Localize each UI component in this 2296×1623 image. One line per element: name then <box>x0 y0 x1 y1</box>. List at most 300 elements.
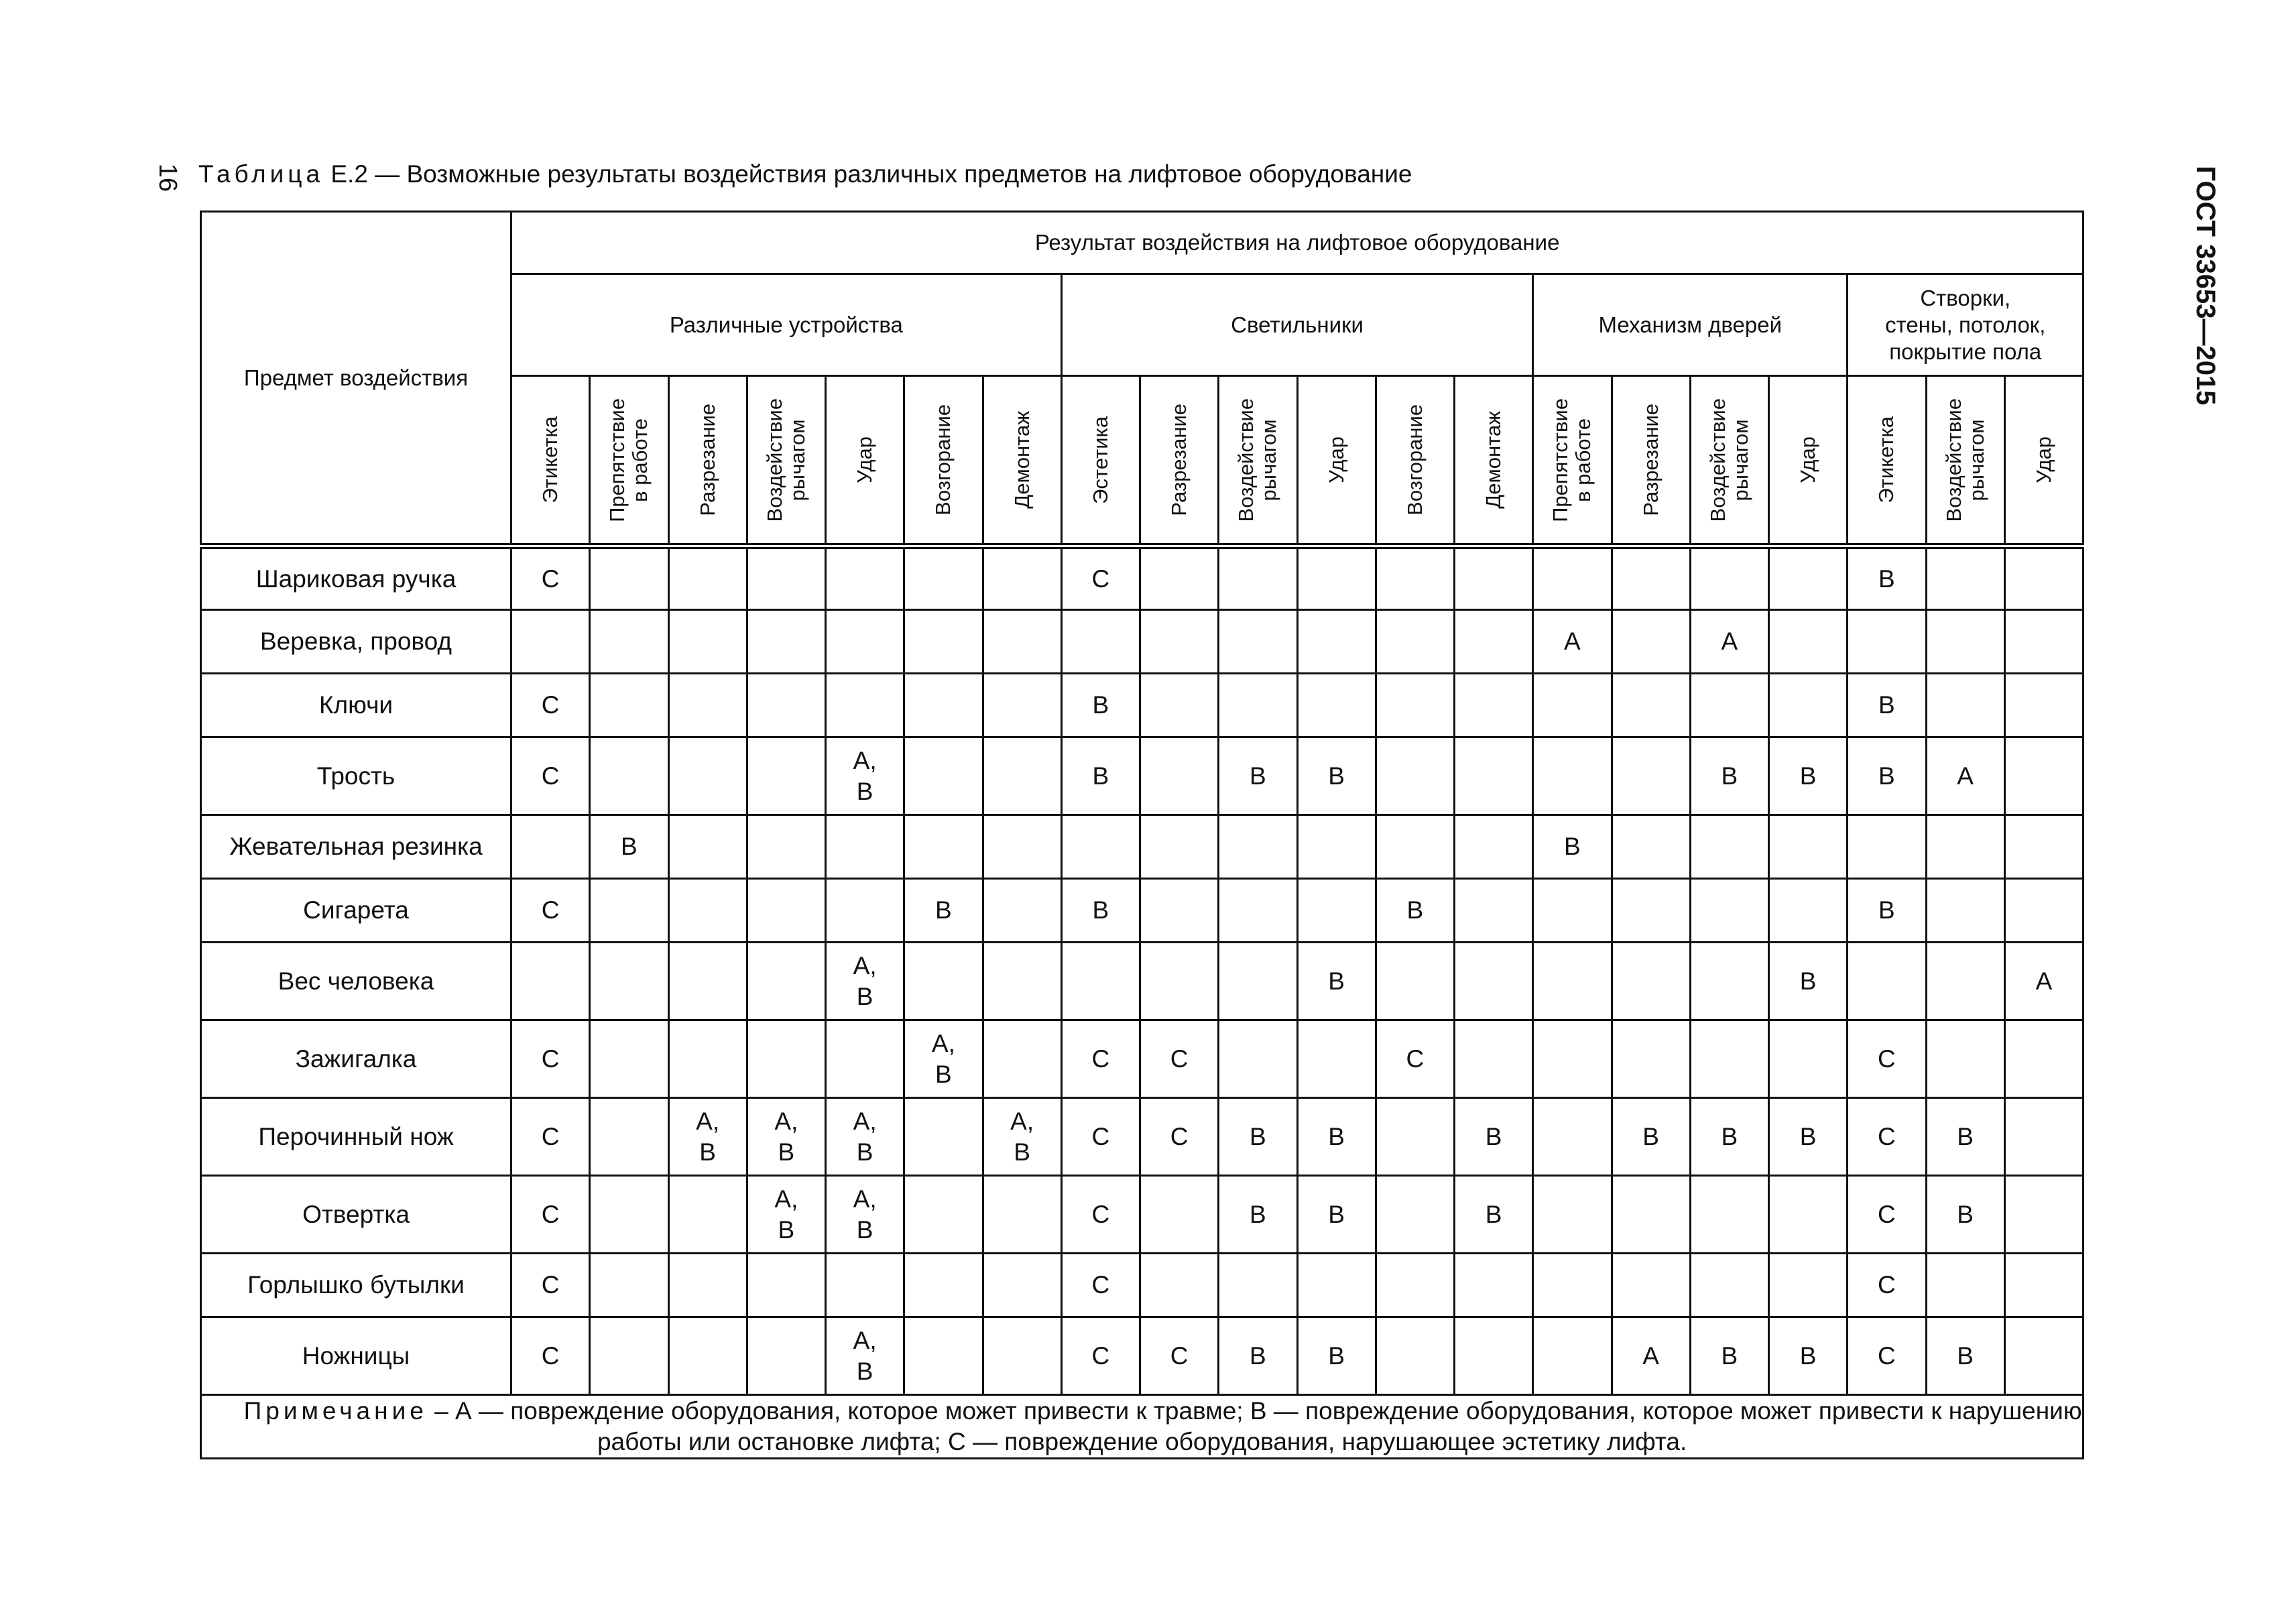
result-cell <box>1533 1254 1612 1317</box>
result-cell <box>1140 1020 1219 1098</box>
column-header <box>1455 376 1533 546</box>
result-cell <box>1376 879 1454 943</box>
result-cell <box>747 546 825 610</box>
note-row <box>201 1395 2083 1459</box>
result-cell <box>1926 879 2004 943</box>
caption-text: Е.2 — Возможные результаты воздействия различных предметов на лифтовое оборудование <box>330 160 1412 188</box>
result-cell <box>1769 737 1848 815</box>
result-cell <box>1061 1254 1140 1317</box>
result-cell <box>826 879 904 943</box>
result-value: В <box>1957 1200 1974 1228</box>
result-value: В <box>1878 564 1895 593</box>
result-cell <box>590 674 668 737</box>
result-cell <box>1376 737 1454 815</box>
result-cell <box>1061 1176 1140 1254</box>
column-header-label: Удар <box>1796 436 1820 483</box>
result-value: С <box>1091 1122 1110 1150</box>
result-cell <box>826 1020 904 1098</box>
result-cell <box>2004 1317 2083 1395</box>
result-cell <box>511 1020 590 1098</box>
result-cell <box>1376 674 1454 737</box>
result-cell <box>1612 1098 1690 1176</box>
column-header-label: Препятствие в работе <box>1549 398 1595 522</box>
column-header <box>1061 376 1140 546</box>
result-cell <box>1219 1098 1297 1176</box>
result-cell <box>1219 943 1297 1020</box>
table-row <box>201 1098 2083 1176</box>
result-cell <box>1140 1098 1219 1176</box>
result-cell <box>1848 1254 1926 1317</box>
result-cell <box>1219 610 1297 674</box>
results-table <box>200 211 2084 1459</box>
result-cell <box>1690 943 1768 1020</box>
result-cell <box>983 546 1061 610</box>
result-cell <box>1769 1254 1848 1317</box>
result-value: С <box>1878 1044 1896 1073</box>
result-cell <box>590 546 668 610</box>
result-cell <box>1140 737 1219 815</box>
result-cell <box>668 943 747 1020</box>
column-header-label: Воздействие рычагом <box>1705 398 1752 522</box>
item-name: Ключи <box>201 674 511 737</box>
result-value: С <box>1878 1122 1896 1150</box>
result-cell <box>1455 737 1533 815</box>
column-header <box>983 376 1061 546</box>
column-header-label: Эстетика <box>1088 416 1112 504</box>
column-header-label: Разрезание <box>1638 404 1663 516</box>
result-cell <box>747 1020 825 1098</box>
result-cell <box>1219 1254 1297 1317</box>
result-cell <box>983 943 1061 1020</box>
column-header <box>1690 376 1768 546</box>
group-header: Различные устройства <box>511 274 1062 376</box>
result-cell <box>1219 674 1297 737</box>
result-value: А, В <box>774 1185 798 1244</box>
result-cell <box>590 1098 668 1176</box>
result-cell <box>590 1317 668 1395</box>
result-cell <box>1376 610 1454 674</box>
column-header-label: Демонтаж <box>1010 411 1034 509</box>
column-header-label: Возгорание <box>931 404 955 516</box>
result-cell <box>1533 1176 1612 1254</box>
column-header <box>1926 376 2004 546</box>
result-cell <box>1297 815 1376 879</box>
table-row <box>201 546 2083 610</box>
group-header: Светильники <box>1061 274 1533 376</box>
table-row <box>201 1317 2083 1395</box>
result-cell <box>2004 1020 2083 1098</box>
column-header <box>1140 376 1219 546</box>
item-name: Зажигалка <box>201 1020 511 1098</box>
column-header <box>2004 376 2083 546</box>
result-value: В <box>1799 967 1817 995</box>
result-cell <box>904 815 983 879</box>
result-cell <box>511 674 590 737</box>
result-cell <box>1455 1176 1533 1254</box>
column-header <box>747 376 825 546</box>
item-name: Ножницы <box>201 1317 511 1395</box>
result-value: В <box>1878 896 1895 924</box>
result-value: А, В <box>774 1107 798 1166</box>
result-cell <box>1848 1020 1926 1098</box>
result-cell <box>1455 1020 1533 1098</box>
result-cell <box>1926 737 2004 815</box>
group-header: Створки, стены, потолок, покрытие пола <box>1848 274 2083 376</box>
result-value: А <box>1957 762 1974 790</box>
table-note <box>201 1395 2083 1459</box>
result-cell <box>1848 1098 1926 1176</box>
result-cell <box>1848 879 1926 943</box>
result-cell <box>1061 879 1140 943</box>
result-header: Результат воздействия на лифтовое оборудование <box>511 212 2083 274</box>
result-value: С <box>541 762 560 790</box>
result-cell <box>590 1020 668 1098</box>
column-header-label: Этикетка <box>1874 416 1898 503</box>
column-header-label: Разрезание <box>695 404 719 516</box>
result-cell <box>1219 1176 1297 1254</box>
result-value: В <box>1957 1341 1974 1370</box>
result-value: В <box>1092 691 1109 719</box>
result-value: А <box>1642 1341 1659 1370</box>
result-cell <box>983 815 1061 879</box>
result-cell <box>1533 1020 1612 1098</box>
result-cell <box>826 1317 904 1395</box>
result-cell <box>590 1176 668 1254</box>
result-cell <box>1848 1176 1926 1254</box>
column-header <box>1612 376 1690 546</box>
result-cell <box>511 610 590 674</box>
result-value: С <box>1170 1044 1189 1073</box>
result-cell <box>983 1098 1061 1176</box>
result-cell <box>1612 1176 1690 1254</box>
result-cell <box>590 879 668 943</box>
result-value: С <box>541 1122 560 1150</box>
result-value: В <box>1485 1200 1502 1228</box>
result-cell <box>1061 1098 1140 1176</box>
result-value: С <box>1091 1200 1110 1228</box>
table-row <box>201 1254 2083 1317</box>
result-cell <box>1769 674 1848 737</box>
result-cell <box>511 879 590 943</box>
result-cell <box>1061 1317 1140 1395</box>
result-value: С <box>1406 1044 1425 1073</box>
result-cell <box>747 674 825 737</box>
result-cell <box>1690 546 1768 610</box>
result-cell <box>904 737 983 815</box>
result-cell <box>1769 1020 1848 1098</box>
result-cell <box>1848 737 1926 815</box>
result-cell <box>1376 1020 1454 1098</box>
column-header-label: Разрезание <box>1167 404 1191 516</box>
result-cell <box>668 737 747 815</box>
column-header <box>511 376 590 546</box>
result-cell <box>590 943 668 1020</box>
table-body <box>201 546 2083 1459</box>
result-cell <box>904 1317 983 1395</box>
result-cell <box>1612 674 1690 737</box>
column-header-label: Этикетка <box>538 416 562 503</box>
result-cell <box>1848 815 1926 879</box>
result-cell <box>1219 1020 1297 1098</box>
column-header-label: Удар <box>853 436 877 483</box>
result-cell <box>590 610 668 674</box>
result-cell <box>668 1020 747 1098</box>
result-cell <box>747 879 825 943</box>
result-value: С <box>541 896 560 924</box>
result-cell <box>747 1254 825 1317</box>
result-cell <box>1140 1254 1219 1317</box>
result-cell <box>1926 1098 2004 1176</box>
result-cell <box>1219 1317 1297 1395</box>
result-cell <box>1533 610 1612 674</box>
result-cell <box>1848 610 1926 674</box>
result-cell <box>904 1176 983 1254</box>
result-cell <box>2004 674 2083 737</box>
result-cell <box>1140 546 1219 610</box>
table-row <box>201 1176 2083 1254</box>
result-cell <box>1140 879 1219 943</box>
result-cell <box>904 610 983 674</box>
result-value: А <box>1564 627 1581 655</box>
result-cell <box>1455 1098 1533 1176</box>
result-cell <box>1690 1317 1768 1395</box>
result-cell <box>1926 943 2004 1020</box>
result-cell <box>747 737 825 815</box>
column-header <box>904 376 983 546</box>
result-cell <box>826 1254 904 1317</box>
result-value: В <box>1642 1122 1659 1150</box>
result-cell <box>1533 815 1612 879</box>
page-number: 16 <box>154 163 182 192</box>
result-value: С <box>1091 1044 1110 1073</box>
result-cell <box>1533 1098 1612 1176</box>
result-value: А, В <box>696 1107 720 1166</box>
result-cell <box>1455 674 1533 737</box>
result-cell <box>1690 879 1768 943</box>
item-name: Вес человека <box>201 943 511 1020</box>
result-cell <box>1376 943 1454 1020</box>
result-cell <box>1769 879 1848 943</box>
result-value: А, В <box>931 1029 955 1088</box>
result-cell <box>1769 610 1848 674</box>
result-cell <box>1848 674 1926 737</box>
column-header <box>826 376 904 546</box>
item-name: Шариковая ручка <box>201 546 511 610</box>
result-cell <box>983 610 1061 674</box>
result-cell <box>668 546 747 610</box>
result-cell <box>1140 815 1219 879</box>
result-cell <box>904 546 983 610</box>
result-cell <box>1297 546 1376 610</box>
result-cell <box>747 1176 825 1254</box>
result-cell <box>983 879 1061 943</box>
result-value: А, В <box>853 1326 877 1385</box>
result-value: В <box>1250 1341 1266 1370</box>
result-cell <box>826 674 904 737</box>
result-cell <box>983 674 1061 737</box>
result-value: В <box>1092 896 1109 924</box>
column-header-label: Возгорание <box>1402 404 1427 516</box>
result-value: В <box>1878 762 1895 790</box>
result-cell <box>511 1317 590 1395</box>
result-cell <box>826 737 904 815</box>
table-row <box>201 815 2083 879</box>
result-cell <box>511 1176 590 1254</box>
result-value: В <box>1328 967 1345 995</box>
result-cell <box>1061 943 1140 1020</box>
column-header-label: Воздействие рычагом <box>762 398 809 522</box>
result-value: С <box>1091 1341 1110 1370</box>
result-cell <box>1769 943 1848 1020</box>
result-cell <box>904 943 983 1020</box>
result-value: В <box>935 896 952 924</box>
column-header <box>1219 376 1297 546</box>
result-cell <box>668 1317 747 1395</box>
result-cell <box>1533 1317 1612 1395</box>
result-value: В <box>1799 1341 1817 1370</box>
result-cell <box>2004 1176 2083 1254</box>
result-cell <box>668 815 747 879</box>
header-row-result <box>201 212 2083 274</box>
result-cell <box>983 1176 1061 1254</box>
result-value: В <box>621 833 638 860</box>
result-cell <box>1376 546 1454 610</box>
result-value: В <box>1328 1341 1345 1370</box>
result-cell <box>1926 1317 2004 1395</box>
column-header <box>1533 376 1612 546</box>
result-value: С <box>541 1044 560 1073</box>
result-cell <box>1219 879 1297 943</box>
result-value: С <box>541 1341 560 1370</box>
result-value: С <box>1170 1122 1189 1150</box>
result-value: В <box>1564 833 1581 860</box>
result-cell <box>826 610 904 674</box>
result-cell <box>1455 879 1533 943</box>
result-value: А, В <box>853 951 877 1010</box>
table-row <box>201 674 2083 737</box>
result-value: В <box>1092 762 1109 790</box>
result-value: С <box>1091 1271 1110 1299</box>
result-cell <box>2004 610 2083 674</box>
result-cell <box>826 943 904 1020</box>
result-cell <box>1612 1020 1690 1098</box>
result-cell <box>1612 943 1690 1020</box>
result-cell <box>1769 546 1848 610</box>
result-cell <box>1455 1317 1533 1395</box>
result-cell <box>1612 610 1690 674</box>
result-cell <box>1376 1098 1454 1176</box>
result-value: В <box>1878 691 1895 719</box>
result-cell <box>2004 546 2083 610</box>
result-value: А <box>1721 627 1738 655</box>
result-cell <box>590 737 668 815</box>
result-cell <box>1690 1098 1768 1176</box>
result-cell <box>1297 1176 1376 1254</box>
document-code: ГОСТ 33653—2015 <box>2191 166 2220 406</box>
result-cell <box>1376 1254 1454 1317</box>
item-name: Перочинный нож <box>201 1098 511 1176</box>
result-cell <box>747 815 825 879</box>
result-cell <box>1533 546 1612 610</box>
result-cell <box>1533 879 1612 943</box>
result-cell <box>1376 1317 1454 1395</box>
result-value: С <box>541 564 560 593</box>
result-value: А, В <box>853 1185 877 1244</box>
result-cell <box>1219 815 1297 879</box>
result-cell <box>1297 943 1376 1020</box>
result-value: А <box>2035 967 2053 995</box>
result-cell <box>904 1098 983 1176</box>
result-cell <box>1455 1254 1533 1317</box>
result-cell <box>1848 546 1926 610</box>
result-cell <box>1061 737 1140 815</box>
result-cell <box>668 1254 747 1317</box>
result-value: А, В <box>1010 1107 1034 1166</box>
result-value: В <box>1721 1341 1738 1370</box>
result-cell <box>1297 1020 1376 1098</box>
column-header <box>668 376 747 546</box>
result-cell <box>2004 1254 2083 1317</box>
result-cell <box>1926 1254 2004 1317</box>
result-cell <box>826 1176 904 1254</box>
result-cell <box>1926 1020 2004 1098</box>
column-header <box>1297 376 1376 546</box>
result-value: С <box>541 691 560 719</box>
result-cell <box>1140 674 1219 737</box>
result-value: С <box>541 1271 560 1299</box>
result-cell <box>983 1254 1061 1317</box>
result-cell <box>1612 815 1690 879</box>
result-cell <box>983 1020 1061 1098</box>
result-cell <box>2004 815 2083 879</box>
result-cell <box>1612 737 1690 815</box>
subject-column-header: Предмет воздействия <box>201 212 511 546</box>
result-cell <box>1926 610 2004 674</box>
result-cell <box>904 1254 983 1317</box>
result-cell <box>1690 674 1768 737</box>
result-cell <box>1140 1317 1219 1395</box>
result-cell <box>1690 737 1768 815</box>
result-cell <box>1140 1176 1219 1254</box>
result-cell <box>668 674 747 737</box>
result-value: С <box>1170 1341 1189 1370</box>
result-value: А, В <box>853 746 877 805</box>
result-cell <box>1219 737 1297 815</box>
result-cell <box>2004 879 2083 943</box>
result-cell <box>747 943 825 1020</box>
note-label: Примечание <box>243 1397 428 1425</box>
column-header <box>590 376 668 546</box>
result-value: А, В <box>853 1107 877 1166</box>
result-cell <box>1455 610 1533 674</box>
result-cell <box>1297 674 1376 737</box>
result-cell <box>1926 546 2004 610</box>
result-cell <box>1533 943 1612 1020</box>
result-cell <box>1769 815 1848 879</box>
result-cell <box>511 943 590 1020</box>
item-name: Сигарета <box>201 879 511 943</box>
result-value: В <box>1721 1122 1738 1150</box>
result-cell <box>1376 815 1454 879</box>
result-cell <box>1690 1254 1768 1317</box>
table-row <box>201 737 2083 815</box>
result-value: С <box>1878 1200 1896 1228</box>
result-cell <box>747 1098 825 1176</box>
column-header-label: Препятствие в работе <box>605 398 652 522</box>
result-cell <box>983 737 1061 815</box>
result-value: В <box>1250 762 1266 790</box>
result-value: С <box>1878 1271 1896 1299</box>
